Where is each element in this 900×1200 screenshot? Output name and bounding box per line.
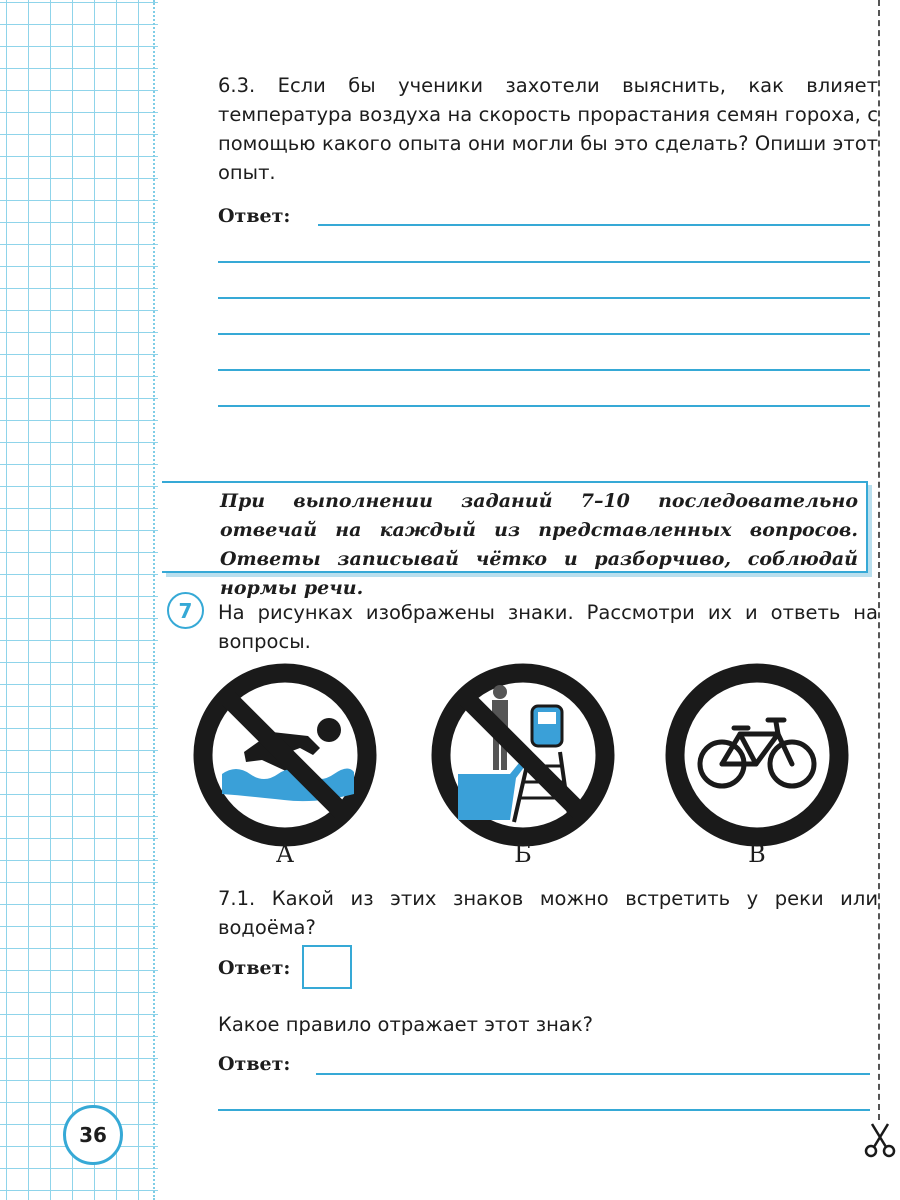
sign-label-a: А: [275, 840, 295, 868]
instruction-box: [162, 481, 868, 599]
answer-line[interactable]: [218, 261, 870, 263]
page-number: 36: [63, 1105, 123, 1165]
answer-box[interactable]: [302, 945, 352, 989]
question-7-1-rule: Какое правило отражает этот знак?: [218, 1013, 593, 1036]
no-railway-crossing-icon: [430, 662, 616, 848]
task-number-badge: 7: [167, 592, 204, 629]
answer-line[interactable]: [218, 369, 870, 371]
answer-label-6-3: Ответ:: [218, 205, 291, 227]
grid-margin: [0, 0, 158, 1200]
instruction-text: При выполнении заданий 7–10 последовательно отвечай на каждый из представленных вопросов. Ответы записывай чётко и разборчиво, соблюдай нормы речи.: [220, 490, 858, 599]
answer-line[interactable]: [218, 1109, 870, 1111]
answer-label-7-1: Ответ:: [218, 957, 291, 979]
cut-line: [878, 0, 882, 1120]
answer-label-rule: Ответ:: [218, 1053, 291, 1075]
no-swimming-icon: [192, 662, 378, 848]
answer-line[interactable]: [218, 405, 870, 407]
question-6-3: 6.3. Если бы ученики захотели выяснить, как влияет температура воздуха на скорость прорастания семян гороха, с помощью какого опыта они могли бы это сделать? Опиши этот опыт.: [218, 74, 878, 184]
answer-line[interactable]: [318, 224, 870, 226]
bicycle-icon: [664, 662, 850, 848]
task-7-text: На рисунках изображены знаки. Рассмотри их и ответь на вопросы.: [218, 601, 878, 653]
question-7-1: 7.1. Какой из этих знаков можно встретить у реки или водоёма?: [218, 887, 878, 939]
sign-label-b: Б: [514, 840, 532, 868]
scissors-icon: [862, 1122, 898, 1158]
answer-line[interactable]: [316, 1073, 870, 1075]
sign-label-c: В: [748, 840, 766, 868]
answer-line[interactable]: [218, 297, 870, 299]
grid-edge-perforation: [153, 0, 157, 1200]
answer-line[interactable]: [218, 333, 870, 335]
